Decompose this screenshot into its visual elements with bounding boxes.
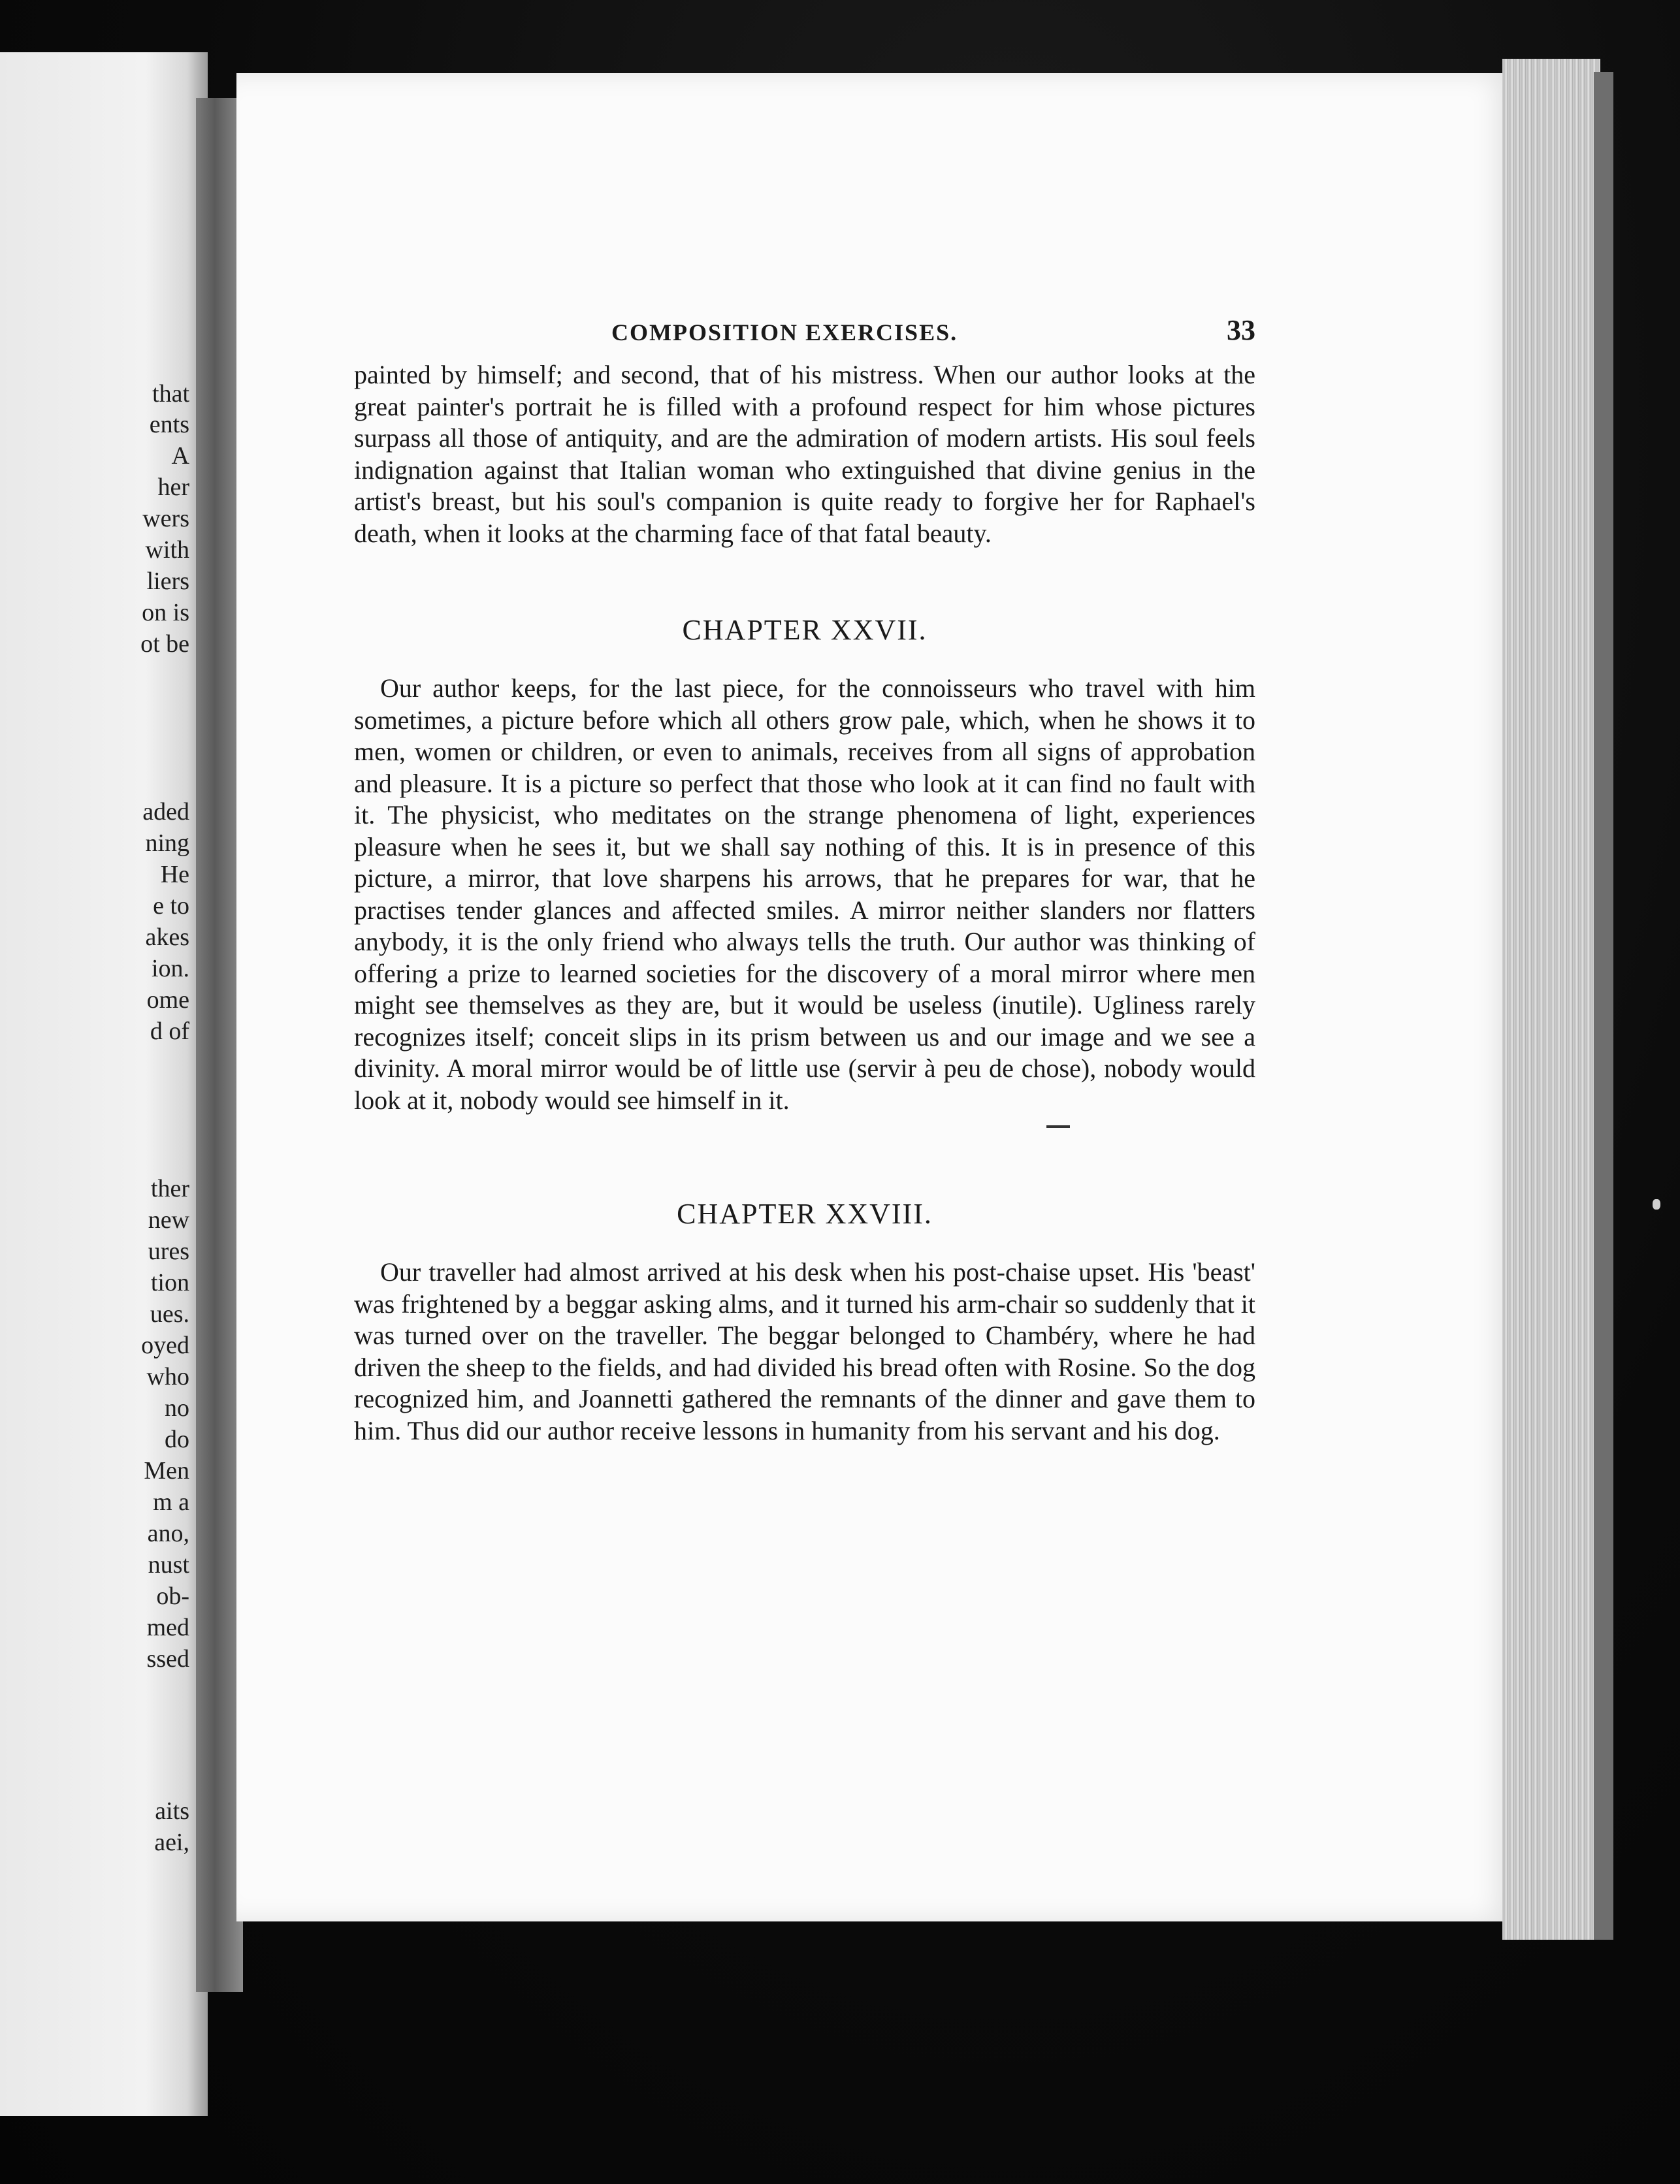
left-page-fragment: ob-	[156, 1582, 189, 1610]
left-page-fragment: on is	[142, 599, 189, 626]
page-text-block	[354, 307, 1255, 1447]
left-page-fragment: ion.	[151, 955, 189, 982]
left-page-fragment: ot be	[140, 630, 189, 658]
running-title: COMPOSITION EXERCISES.	[611, 319, 958, 345]
left-page-fragment: ssed	[146, 1645, 189, 1673]
left-page-fragment: He	[160, 861, 189, 888]
page-edges-shadow	[1594, 72, 1613, 1940]
left-page-fragment: her	[157, 474, 189, 501]
left-page-fragment: ues.	[150, 1300, 189, 1328]
left-page-fragment: ures	[148, 1238, 189, 1265]
continuation-paragraph: painted by himself; and second, that of his mistress. When our author looks at the great painter's portrait he is filled with a profound respect for him whose pictures surpass all those of antiquity, and are the admiration of modern artists. His soul feels indignation against that Italian woman who extinguished that divine genius in the artist's breast, but his soul's companion is quite ready to forgive her for Raphael's death, when it looks at the charming face of that fatal beauty.	[354, 360, 1255, 548]
left-page-fragment: no	[165, 1394, 189, 1422]
page-number: 33	[1227, 314, 1255, 346]
left-page-fragment: d of	[150, 1018, 189, 1045]
left-page-fragment: med	[146, 1614, 189, 1641]
section-rule	[1046, 1125, 1070, 1128]
chapter-28-heading: CHAPTER XXVIII.	[677, 1198, 933, 1230]
running-head	[354, 307, 1255, 359]
page-edges	[1502, 59, 1600, 1940]
left-page-fragment: aded	[142, 798, 189, 826]
left-page-fragment: ano,	[147, 1520, 189, 1547]
left-page-fragment: ents	[149, 411, 189, 438]
left-page-fragment: ome	[146, 986, 189, 1014]
left-page-fragment: with	[145, 536, 189, 564]
scan-speck	[1653, 1199, 1660, 1210]
left-facing-page	[0, 52, 208, 2116]
left-page-fragment: ning	[145, 829, 189, 857]
left-page-fragment: nust	[148, 1551, 189, 1579]
left-page-fragment: Men	[144, 1457, 189, 1485]
left-page-fragment: akes	[145, 923, 189, 951]
chapter-27-heading: CHAPTER XXVII.	[682, 614, 928, 646]
left-page-fragment: A	[171, 442, 189, 470]
left-page-fragment: m a	[153, 1488, 189, 1516]
left-page-fragment: aits	[155, 1797, 189, 1825]
left-page-fragment: do	[165, 1426, 189, 1453]
left-page-fragment: wers	[142, 505, 189, 532]
left-page-fragment: tion	[150, 1269, 189, 1296]
left-page-fragment: new	[148, 1206, 189, 1234]
left-page-fragment: liers	[146, 568, 189, 595]
chapter-28-paragraph: Our traveller had almost arrived at his desk when his post-chaise upset. His 'beast' was frightened by a beggar asking alms, and it turned his arm-chair so suddenly that it was turned over on the traveller. The beggar belonged to Chambéry, where he had driven the sheep to the fields, and had divided his bread often with Rosine. So the dog recognized him, and Joannetti gathered the remnants of the dinner and gave them to him. Thus did our author receive lessons in humanity from his servant and his dog.	[354, 1257, 1255, 1445]
left-page-fragment: e to	[153, 892, 189, 920]
left-page-fragment: aei,	[154, 1829, 189, 1856]
left-page-fragment: who	[146, 1363, 189, 1390]
left-page-fragment: oyed	[141, 1332, 189, 1359]
chapter-27-paragraph: Our author keeps, for the last piece, for the connoisseurs who travel with him sometimes, a picture before which all others grow pale, which, when he shows it to men, women or children, or even to animals, receives from all signs of approbation and pleasure. It is a picture so perfect that those who look at it can find no fault with it. The physicist, who meditates on the strange phenomena of light, experiences pleasure when he sees it, but we shall say nothing of this. It is in presence of this picture, a mirror, that love sharpens his arrows, that he prepares for war, that he practises tender glances and affected smiles. A mirror neither slanders nor flatters anybody, it is the only friend who always tells the truth. Our author was thinking of offering a prize to learned societies for the discovery of a moral mirror where men might see themselves as they are, but it would be useless (inutile). Ugliness rarely recognizes itself; conceit slips in its prism between us and our image and we see a divinity. A moral mirror would be of little use (servir à peu de chose), nobody would look at it, nobody would see himself in it.	[354, 673, 1255, 1115]
left-page-fragment: ther	[150, 1175, 189, 1202]
left-page-fragment: that	[152, 380, 189, 408]
